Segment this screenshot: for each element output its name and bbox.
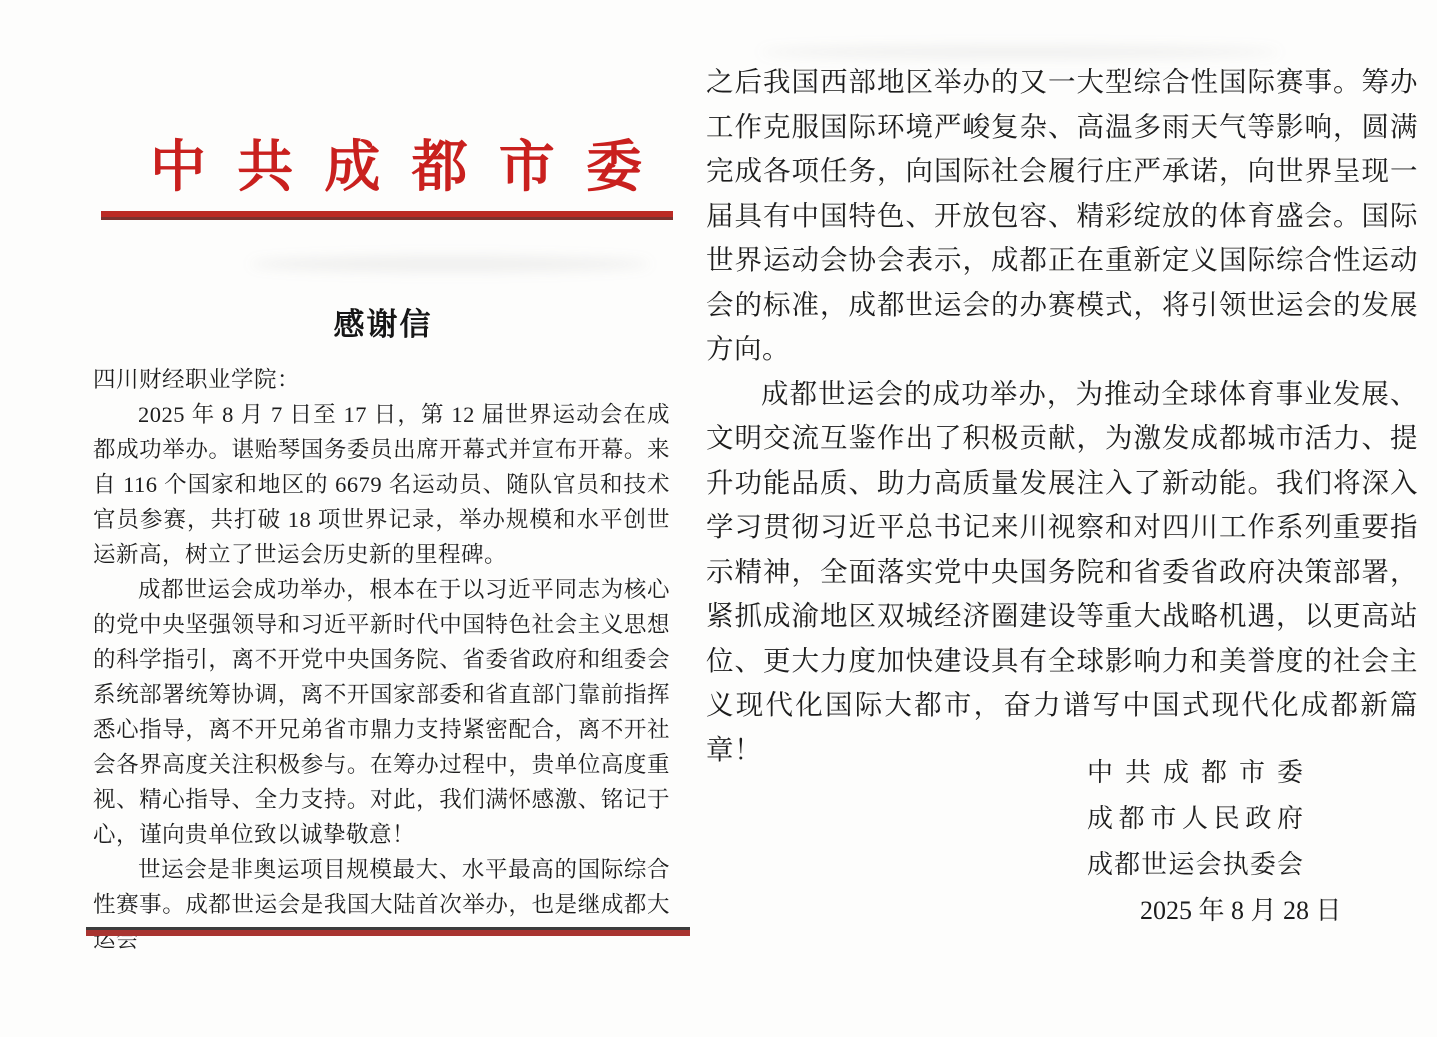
paragraph: 成都世运会成功举办，根本在于以习近平同志为核心的党中央坚强领导和习近平新时代中国特色社会主义思想的科学指引，离不开党中央国务院、省委省政府和组委会系统部署统筹协调，离不开国家部委和省直部门靠前指挥悉心指导，离不开兄弟省市鼎力支持紧密配合，离不开社会各界高度关注积极参与。在筹办过程中，贵单位高度重视、精心指导、全力支持。对此，我们满怀感激、铭记于心，谨向贵单位致以诚挚敬意！: [93, 577, 670, 847]
signature-block: [1087, 750, 1341, 934]
document-title: 感谢信: [333, 307, 433, 342]
signature-date: 2025 年 8 月 28 日: [1140, 896, 1342, 925]
paragraph-continuation: 之后我国西部地区举办的又一大型综合性国际赛事。筹办工作克服国际环境严峻复杂、高温多雨天气等影响，圆满完成各项任务，向国际社会履行庄严承诺，向世界呈现一届具有中国特色、开放包容、精彩绽放的体育盛会。国际世界运动会协会表示，成都正在重新定义国际综合性运动会的标准，成都世运会的办赛模式，将引领世运会的发展方向。: [706, 66, 1418, 364]
letterhead-org-name: 中共成都市委: [150, 137, 642, 199]
signature-org-1: 中共成都市委: [1087, 758, 1303, 787]
paragraph: 世运会是非奥运项目规模最大、水平最高的国际综合性赛事。成都世运会是我国大陆首次举办，也是继成都大运会: [93, 857, 670, 952]
scan-smudge: [760, 46, 1280, 58]
paragraph: 2025 年 8 月 7 日至 17 日，第 12 届世界运动会在成都成功举办。谌贻琴国务委员出席开幕式并宣布开幕。来自 116 个国家和地区的 6679 名运动员、随队官员和技术官员参赛，共打破 18 项世界记录，举办规模和水平创世运新高，树立了世运会历史新的里程碑。: [93, 402, 670, 567]
letterhead-double-rule: [101, 211, 673, 220]
page2-body: [706, 60, 1418, 772]
salutation: 四川财经职业学院：: [93, 367, 301, 392]
paragraph: 成都世运会的成功举办，为推动全球体育事业发展、文明交流互鉴作出了积极贡献，为激发成都城市活力、提升功能品质、助力高质量发展注入了新动能。我们将深入学习贯彻习近平总书记来川视察和对四川工作系列重要指示精神，全面落实党中央国务院和省委省政府决策部署，紧抓成渝地区双城经济圈建设等重大战略机遇，以更高站位、更大力度加快建设具有全球影响力和美誉度的社会主义现代化国际大都市，奋力谱写中国式现代化成都新篇章！: [706, 377, 1418, 765]
page1-body: [93, 362, 670, 957]
scan-smudge: [250, 256, 650, 272]
page-footer-double-rule: [86, 927, 690, 936]
signature-org-3: 成都世运会执委会: [1087, 850, 1303, 879]
signature-org-2: 成都市人民政府: [1087, 804, 1303, 833]
